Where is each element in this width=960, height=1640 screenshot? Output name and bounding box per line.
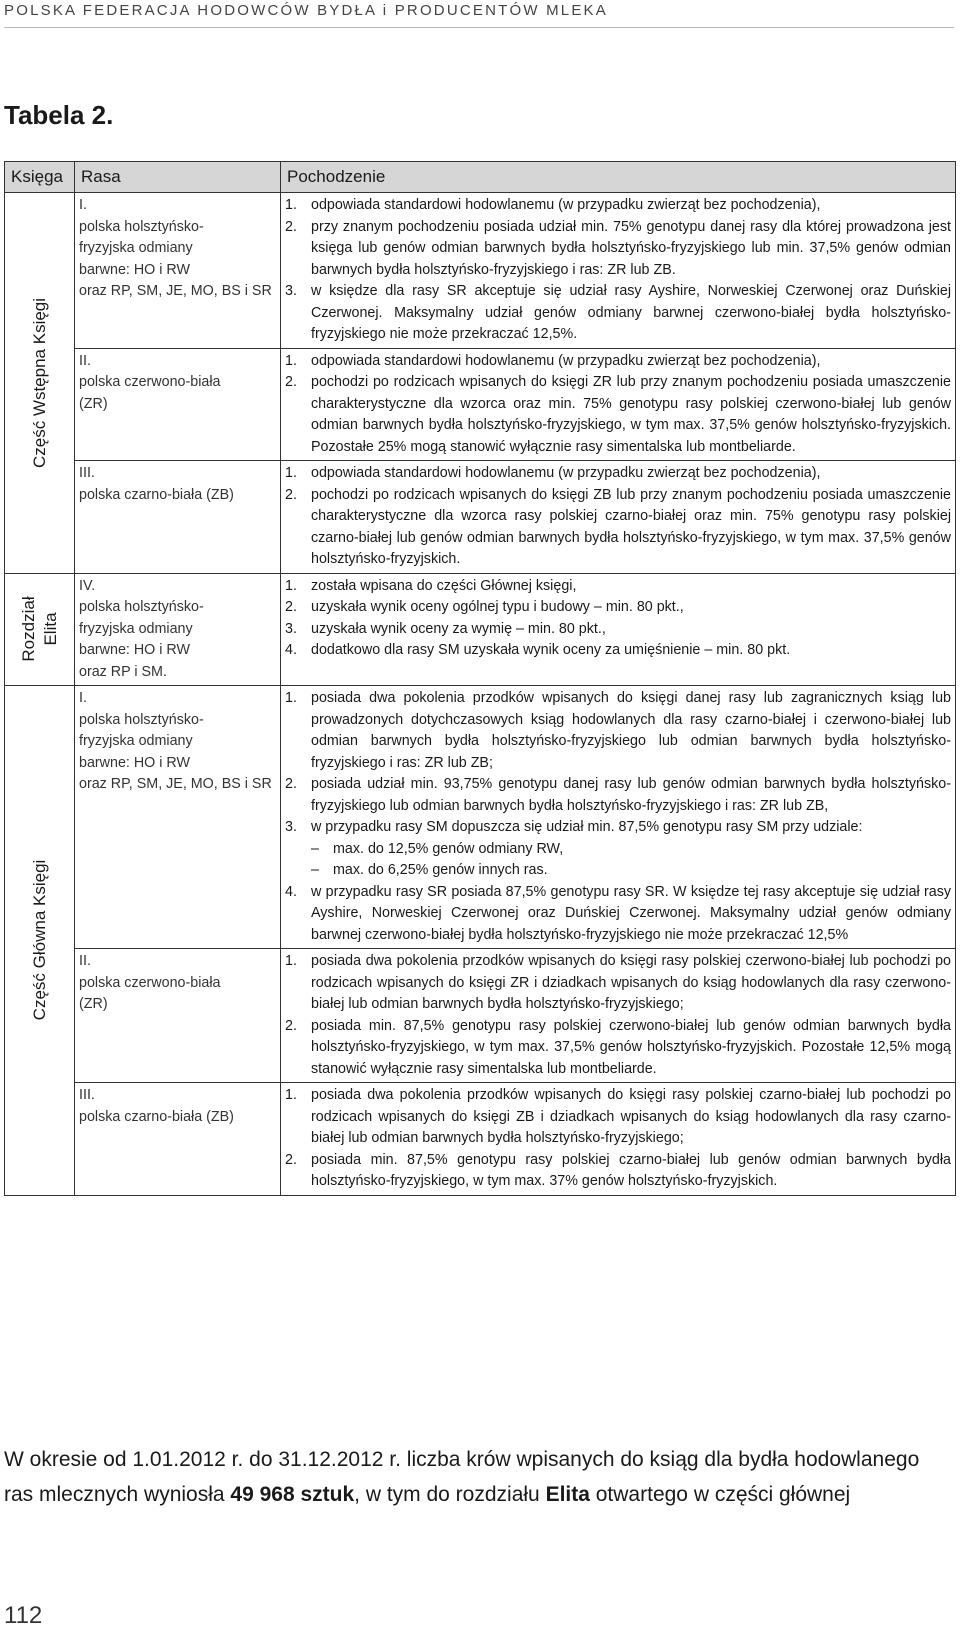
rasa-line: (ZR) xyxy=(79,395,108,412)
rasa-line: polska czerwono-biała xyxy=(79,974,221,991)
rasa-numeral: II. xyxy=(79,352,91,369)
rasa-line: oraz RP, SM, JE, MO, BS i SR xyxy=(79,776,272,792)
item-number: 1. xyxy=(285,352,297,369)
pochodzenie-cell xyxy=(281,193,956,349)
rasa-line: barwne: HO i RW xyxy=(79,754,190,771)
item-number: 3. xyxy=(285,819,297,835)
requirement-item xyxy=(285,619,951,641)
rasa-cell xyxy=(75,348,281,461)
item-text: w przypadku rasy SM dopuszcza się udział min. 87,5% genotypu rasy SM przy udziale: xyxy=(311,819,863,835)
item-text: posiada dwa pokolenia przodków wpisanych do księgi rasy polskiej czarno-białej lub pochodzi po rodzicach wpisanych do księgi ZB i dziadkach wpisanych do ksiąg hodowlanych dla rasy czarno-białej lub odmian barwnych bydła holsztyńsko-fryzyjskiego; xyxy=(311,1087,951,1146)
rasa-line: polska czarno-biała (ZB) xyxy=(79,486,234,503)
rasa-numeral: I. xyxy=(79,690,87,706)
requirement-item xyxy=(285,576,951,598)
pochodzenie-cell xyxy=(281,348,956,461)
item-number: 3. xyxy=(285,620,297,637)
rasa-numeral: II. xyxy=(79,953,91,969)
item-number: 2. xyxy=(285,374,297,390)
requirement-item xyxy=(285,485,951,571)
item-text: posiada min. 87,5% genotypu rasy polskiej czerwono-białej lub genów odmian barwnych bydła holsztyńsko-fryzyjskiego, w tym max. 37,5% genów holsztyńsko-fryzyjskich. Pozostałe 12,5% mogą stanowić wyłącznie rasy simentalska lub montbeliarde. xyxy=(311,1017,951,1077)
rasa-line: polska czerwono-biała xyxy=(79,374,221,390)
item-number: 2. xyxy=(285,1017,297,1034)
section-glowna xyxy=(5,686,75,1196)
item-text: odpowiada standardowi hodowlanemu (w przypadku zwierząt bez pochodzenia), xyxy=(311,352,821,369)
item-text: pochodzi po rodzicach wpisanych do księgi ZR lub przy znanym pochodzeniu posiada umaszczenie charakterystyczne dla wzorca oraz min. 75% genotypu rasy polskiej czerwono-białej lub genów odmian barwnych bydła holsztyńsko-fryzyjskiego, w tym max. 37,5% genów holsztyńsko-fryzyjskich. Pozostałe 25% mogą stanowić wyłącznie rasy simentalska lub montbeliarde. xyxy=(311,374,951,455)
table-row xyxy=(5,193,956,349)
pochodzenie-cell xyxy=(281,686,956,949)
item-number: 3. xyxy=(285,283,297,299)
table-row xyxy=(5,949,956,1083)
rasa-line: oraz RP, SM, JE, MO, BS i SR xyxy=(79,283,272,299)
requirement-item xyxy=(285,817,951,839)
pochodzenie-cell xyxy=(281,573,956,686)
requirement-item xyxy=(285,597,951,619)
requirement-item xyxy=(285,640,951,662)
summary-elita: Elita xyxy=(545,1483,590,1506)
page-number: 112 xyxy=(4,1602,43,1629)
column-header-rasa: Rasa xyxy=(75,162,281,193)
rasa-numeral: I. xyxy=(79,197,87,213)
table-row xyxy=(5,1083,956,1196)
sub-item xyxy=(285,839,951,861)
item-text: pochodzi po rodzicach wpisanych do księgi ZB lub przy znanym pochodzeniu posiada umaszczenie charakterystyczne dla wzorca rasy polskiej czarno-białej oraz min. 75% genotypu rasy polskiej czarno-białej lub genów odmian barwnych bydła holsztyńsko-fryzyjskiego, w tym max. 37,5% genów holsztyńsko-fryzyjskich. xyxy=(311,486,951,567)
summary-count: 49 968 sztuk xyxy=(230,1483,355,1506)
requirement-item xyxy=(285,882,951,947)
item-text: w przypadku rasy SR posiada 87,5% genotypu rasy SR. W księdze tej rasy akceptuje się udział rasy Ayshire, Norweskiej Czerwonej oraz Duńskiej Czerwonej. Maksymalny udział genów odmiany barwnej czerwono-białej bydła holsztyńsko-fryzyjskiego nie może przekraczać 12,5% xyxy=(311,883,951,943)
summary-text: W okresie od 1.01.2012 r. do 31.12.2012 r. liczba krów wpisanych do ksiąg dla bydła hodowlanego ras mlecznych wyniosła xyxy=(4,1448,920,1506)
requirement-item xyxy=(285,1085,951,1150)
requirement-item xyxy=(285,281,951,346)
summary-text: otwartego w części głównej xyxy=(589,1483,851,1506)
section-label-elita xyxy=(18,597,62,662)
requirement-item xyxy=(285,372,951,458)
dash-bullet: – xyxy=(311,862,319,878)
requirement-item xyxy=(285,351,951,373)
item-text: posiada dwa pokolenia przodków wpisanych do księgi rasy polskiej czerwono-białej lub pochodzi po rodzicach wpisanych do księgi ZR i dziadkach wpisanych do ksiąg hodowlanych dla rasy czerwono-białej lub odmian barwnych bydła holsztyńsko-fryzyjskiego; xyxy=(311,953,951,1012)
column-header-pochodzenie: Pochodzenie xyxy=(281,162,956,193)
rasa-line: polska holsztyńsko- xyxy=(79,711,204,728)
item-number: 2. xyxy=(285,486,297,503)
item-text: posiada min. 87,5% genotypu rasy polskiej czarno-białej lub genów odmian barwnych bydła holsztyńsko-fryzyjskiego, w tym max. 37% genów holsztyńsko-fryzyjskich. xyxy=(311,1151,951,1189)
table-row xyxy=(5,348,956,461)
breed-book-table xyxy=(4,161,956,1196)
item-number: 1. xyxy=(285,465,297,481)
table-row xyxy=(5,573,956,686)
requirement-item xyxy=(285,1150,951,1193)
requirement-item xyxy=(285,774,951,817)
requirement-item xyxy=(285,951,951,1016)
rasa-cell xyxy=(75,193,281,349)
rasa-line: barwne: HO i RW xyxy=(79,261,190,278)
item-text: w księdze dla rasy SR akceptuje się udział rasy Ayshire, Norweskiej Czerwonej oraz Duńskiej Czerwonej. Maksymalny udział genów odmiany barwnej czerwono-białej bydła holsztyńsko-fryzyjskiego nie może przekraczać 12,5%. xyxy=(311,283,951,342)
rasa-cell xyxy=(75,461,281,574)
running-header: POLSKA FEDERACJA HODOWCÓW BYDŁA i PRODUCENTÓW MLEKA xyxy=(4,2,954,28)
item-number: 1. xyxy=(285,690,297,706)
pochodzenie-cell xyxy=(281,949,956,1083)
item-text: uzyskała wynik oceny za wymię – min. 80 pkt., xyxy=(311,620,606,637)
section-label-elita-line: Rozdział xyxy=(18,596,38,662)
rasa-line: fryzyjska odmiany xyxy=(79,733,193,749)
item-text: przy znanym pochodzeniu posiada udział min. 75% genotypu danej rasy dla której prowadzona jest księga lub genów odmian barwnych bydła holsztyńsko-fryzyjskiego lub min. 37,5% genów odmian barwnych bydła holsztyńsko-fryzyjskiego i ras: ZR lub ZB. xyxy=(311,218,951,278)
item-number: 1. xyxy=(285,577,297,594)
rasa-line: (ZR) xyxy=(79,996,108,1012)
rasa-numeral: III. xyxy=(79,465,95,481)
summary-paragraph xyxy=(4,1442,954,1512)
summary-text: , w tym do rozdziału xyxy=(354,1483,546,1506)
section-label-glowna: Część Główna Księgi xyxy=(29,859,49,1021)
item-number: 1. xyxy=(285,1087,297,1103)
item-number: 2. xyxy=(285,1151,297,1168)
item-number: 4. xyxy=(285,642,297,658)
rasa-line: fryzyjska odmiany xyxy=(79,620,193,637)
item-text: została wpisana do części Głównej księgi, xyxy=(311,577,577,594)
pochodzenie-cell xyxy=(281,461,956,574)
sub-item xyxy=(285,860,951,882)
item-number: 2. xyxy=(285,218,297,235)
rasa-line: polska czarno-biała (ZB) xyxy=(79,1108,234,1125)
pochodzenie-cell xyxy=(281,1083,956,1196)
item-number: 1. xyxy=(285,953,297,969)
rasa-cell xyxy=(75,686,281,949)
section-label-elita-line: Elita xyxy=(40,612,60,646)
table-row xyxy=(5,461,956,574)
sub-item-text: max. do 12,5% genów odmiany RW, xyxy=(333,840,564,857)
requirement-item xyxy=(285,217,951,282)
sub-item-text: max. do 6,25% genów innych ras. xyxy=(333,862,548,878)
column-header-ksiega: Księga xyxy=(5,162,75,193)
item-text: posiada dwa pokolenia przodków wpisanych do księgi danej rasy lub zagranicznych ksiąg lub prowadzonych dotychczasowych ksiąg hodowlanych dla rasy czarno-białej i czerwono-białej lub odmian barwnych bydła holsztyńsko-fryzyjskiego lub odmian barwnych bydła holsztyńsko-fryzyjskiego i ras: ZR lub ZB; xyxy=(311,690,951,771)
table-title: Tabela 2. xyxy=(4,100,114,130)
rasa-numeral: III. xyxy=(79,1087,95,1103)
section-elita xyxy=(5,573,75,686)
item-number: 2. xyxy=(285,599,297,615)
item-text: posiada udział min. 93,75% genotypu danej rasy lub genów odmian barwnych bydła holsztyńsko-fryzyjskiego lub odmian barwnych bydła holsztyńsko-fryzyjskiego i ras: ZR lub ZB, xyxy=(311,776,951,814)
rasa-cell xyxy=(75,1083,281,1196)
rasa-line: polska holsztyńsko- xyxy=(79,599,204,615)
section-wstepna xyxy=(5,193,75,574)
item-number: 4. xyxy=(285,883,297,900)
rasa-numeral: IV. xyxy=(79,577,96,594)
rasa-cell xyxy=(75,573,281,686)
dash-bullet: – xyxy=(311,840,319,857)
rasa-line: barwne: HO i RW xyxy=(79,642,190,658)
requirement-item xyxy=(285,195,951,217)
rasa-line: polska holsztyńsko- xyxy=(79,218,204,235)
section-label-wstepna: Część Wstępna Księgi xyxy=(29,297,49,468)
table-header-row xyxy=(5,162,956,193)
rasa-line: fryzyjska odmiany xyxy=(79,240,193,256)
rasa-cell xyxy=(75,949,281,1083)
requirement-item xyxy=(285,688,951,774)
requirement-item xyxy=(285,463,951,485)
item-text: odpowiada standardowi hodowlanemu (w przypadku zwierząt bez pochodzenia), xyxy=(311,465,821,481)
item-number: 2. xyxy=(285,776,297,792)
table-row xyxy=(5,686,956,949)
item-text: odpowiada standardowi hodowlanemu (w przypadku zwierząt bez pochodzenia), xyxy=(311,197,821,213)
requirement-item xyxy=(285,1016,951,1081)
item-text: uzyskała wynik oceny ogólnej typu i budowy – min. 80 pkt., xyxy=(311,599,684,615)
item-text: dodatkowo dla rasy SM uzyskała wynik oceny za umięśnienie – min. 80 pkt. xyxy=(311,642,791,658)
rasa-line: oraz RP i SM. xyxy=(79,663,167,680)
item-number: 1. xyxy=(285,197,297,213)
